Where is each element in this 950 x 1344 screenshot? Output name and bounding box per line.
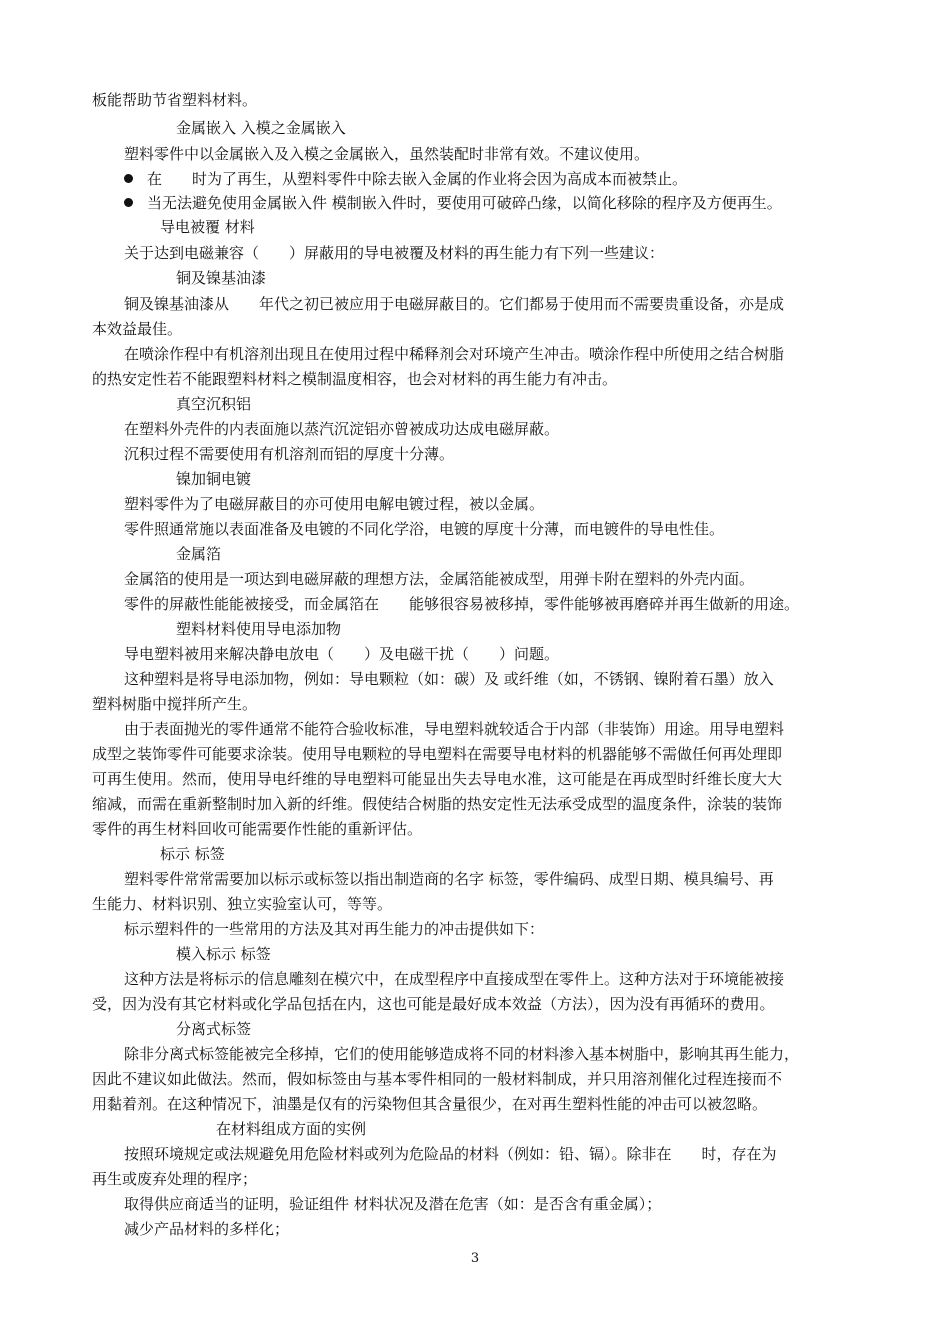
text-line: 这种塑料是将导电添加物，例如：导电颗粒（如：碳）及 或纤维（如，不锈钢、镍附着石墨）放入 — [124, 670, 774, 688]
text-line: 因此不建议如此做法。然而，假如标签由与基本零件相同的一般材料制成，并只用溶剂催化过程连接而不 — [92, 1070, 783, 1088]
section-heading: 镍加铜电镀 — [176, 470, 252, 488]
text-line: 受，因为没有其它材料或化学品包括在内，这也可能是最好成本效益（方法），因为没有再循环的费用。 — [92, 995, 775, 1013]
text-line: 塑料零件常常需要加以标示或标签以指出制造商的名字 标签，零件编码、成型日期、模具编号、再 — [124, 870, 774, 888]
text-line: 取得供应商适当的证明，验证组件 材料状况及潜在危害（如：是否含有重金属）； — [124, 1195, 662, 1213]
text-line: 除非分离式标签能被完全移掉，它们的使用能够造成将不同的材料渗入基本树脂中，影响其再生能力， — [124, 1045, 800, 1063]
text-line: 沉积过程不需要使用有机溶剂而铝的厚度十分薄。 — [124, 445, 455, 463]
text-line: 铜及镍基油漆从 年代之初已被应用于电磁屏蔽目的。它们都易于使用而不需要贵重设备，亦是成 — [124, 295, 785, 313]
text-line: 导电塑料被用来解决静电放电（ ）及电磁干扰（ ）问题。 — [124, 645, 560, 663]
bullet-item — [124, 168, 862, 190]
text-line: 零件照通常施以表面准备及电镀的不同化学浴，电镀的厚度十分薄，而电镀件的导电性佳。 — [124, 520, 725, 538]
text-line: 零件的再生材料回收可能需要作性能的重新评估。 — [92, 820, 423, 838]
text-line: 这种方法是将标示的信息雕刻在模穴中，在成型程序中直接成型在零件上。这种方法对于环境能被接 — [124, 970, 785, 988]
text-line: 按照环境规定或法规避免用危险材料或列为危险品的材料（例如：铅、镉）。除非在 时，存在为 — [124, 1145, 777, 1163]
bullet-icon — [124, 198, 133, 207]
section-heading: 标示 标签 — [160, 845, 225, 863]
section-heading: 铜及镍基油漆 — [176, 269, 267, 287]
text-line: 减少产品材料的多样化； — [124, 1220, 290, 1238]
section-heading: 在材料组成方面的实例 — [216, 1120, 367, 1138]
text-line: 零件的屏蔽性能能被接受，而金属箔在 能够很容易被移掉，零件能够被再磨碎并再生做新的用途。 — [124, 595, 800, 613]
text-line: 塑料零件中以金属嵌入及入模之金属嵌入，虽然装配时非常有效。不建议使用。 — [124, 145, 650, 163]
bullet-icon — [124, 174, 133, 183]
section-heading: 导电被覆 材料 — [160, 218, 255, 236]
text-line: 再生或废弃处理的程序； — [92, 1170, 258, 1188]
section-heading: 分离式标签 — [176, 1020, 252, 1038]
text-line: 缩减，而需在重新整制时加入新的纤维。假使结合树脂的热安定性无法承受成型的温度条件，涂装的装饰 — [92, 795, 783, 813]
text-line: 生能力、材料识别、独立实验室认可，等等。 — [92, 895, 393, 913]
text-line: 塑料树脂中搅拌所产生。 — [92, 695, 258, 713]
bullet-text: 当无法避免使用金属嵌入件 模制嵌入件时，要使用可破碎凸缘，以简化移除的程序及方便再生。 — [147, 194, 782, 212]
text-line: 本效益最佳。 — [92, 320, 183, 338]
text-line: 成型之装饰零件可能要求涂装。使用导电颗粒的导电塑料在需要导电材料的机器能够不需做任何再处理即 — [92, 745, 783, 763]
page-number: 3 — [470, 1251, 480, 1266]
text-line: 在塑料外壳件的内表面施以蒸汽沉淀铝亦曾被成功达成电磁屏蔽。 — [124, 420, 560, 438]
section-heading: 金属箔 — [176, 545, 222, 563]
section-heading: 塑料材料使用导电添加物 — [176, 620, 342, 638]
bullet-item — [124, 192, 862, 214]
text-line: 由于表面抛光的零件通常不能符合验收标准，导电塑料就较适合于内部（非装饰）用途。用导电塑料 — [124, 720, 785, 738]
section-heading: 金属嵌入 入模之金属嵌入 — [176, 119, 346, 137]
text-line: 的热安定性若不能跟塑料材料之模制温度相容，也会对材料的再生能力有冲击。 — [92, 370, 618, 388]
section-heading: 模入标示 标签 — [176, 945, 271, 963]
section-heading: 真空沉积铝 — [176, 395, 252, 413]
bullet-text: 在 时为了再生，从塑料零件中除去嵌入金属的作业将会因为高成本而被禁止。 — [147, 170, 688, 188]
text-line: 板能帮助节省塑料材料。 — [92, 91, 258, 109]
text-line: 用黏着剂。在这种情况下，油墨是仅有的污染物但其含量很少，在对再生塑料性能的冲击可以被忽略。 — [92, 1095, 768, 1113]
text-line: 在喷涂作程中有机溶剂出现且在使用过程中稀释剂会对环境产生冲击。喷涂作程中所使用之结合树脂 — [124, 345, 785, 363]
text-line: 标示塑料件的一些常用的方法及其对再生能力的冲击提供如下： — [124, 920, 545, 938]
text-line: 关于达到电磁兼容（ ）屏蔽用的导电被覆及材料的再生能力有下列一些建议： — [124, 244, 665, 262]
text-line: 可再生使用。然而，使用导电纤维的导电塑料可能显出失去导电水准，这可能是在再成型时纤维长度大大 — [92, 770, 783, 788]
text-line: 塑料零件为了电磁屏蔽目的亦可使用电解电镀过程，被以金属。 — [124, 495, 545, 513]
text-line: 金属箔的使用是一项达到电磁屏蔽的理想方法，金属箔能被成型，用弹卡附在塑料的外壳内面。 — [124, 570, 755, 588]
